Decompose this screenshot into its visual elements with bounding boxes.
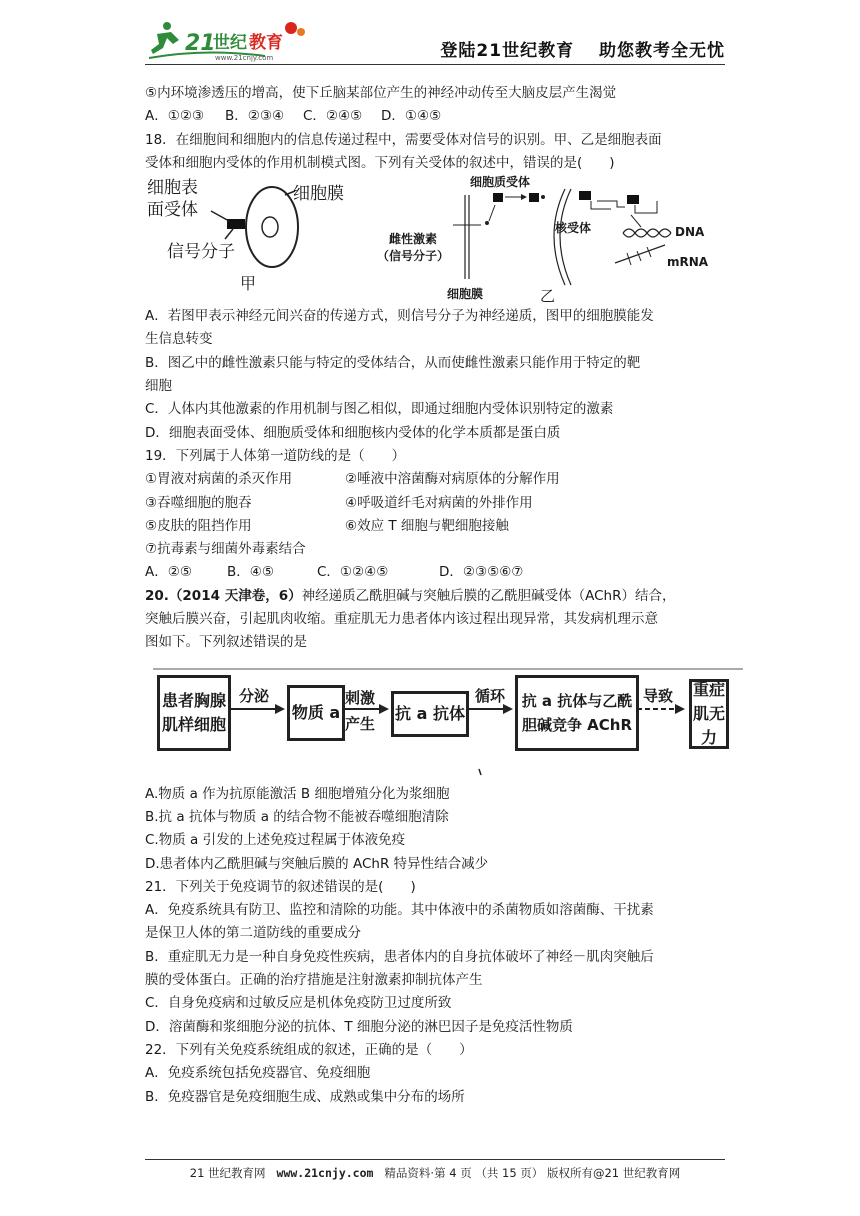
footer-left: 21 世纪教育网 <box>189 1166 266 1180</box>
surface-receptor-label <box>147 177 198 221</box>
figure-yi-caption: 乙 <box>540 287 556 306</box>
nuclear-receptor-label: 核受体 <box>555 221 592 236</box>
q19-item1: ①胃液对病菌的杀灭作用 <box>145 471 293 488</box>
q19-item6: ⑥效应 T 细胞与靶细胞接触 <box>345 517 509 534</box>
q18-option-a-line1: A．若图甲表示神经元间兴奋的传递方式，则信号分子为神经递质，图甲的细胞膜能发 <box>145 308 654 325</box>
q19-option-b: B．④⑤ <box>227 564 274 581</box>
q21-option-a-line2: 是保卫人体的第二道防线的重要成分 <box>145 925 361 942</box>
q21-option-d: D．溶菌酶和浆细胞分泌的抗体、T 细胞分泌的淋巴因子是免疫活性物质 <box>145 1018 573 1035</box>
flow-box-myasthenia <box>689 679 729 749</box>
surface-receptor-label-line2: 面受体 <box>147 200 198 221</box>
svg-text:世纪: 世纪 <box>213 33 247 53</box>
footer-right: 精品资料·第 4 页 （共 15 页） 版权所有@21 世纪教育网 <box>384 1166 681 1180</box>
q19-option-c: C．①②④⑤ <box>317 564 389 581</box>
q20-option-b: B.抗 a 抗体与物质 a 的结合物不能被吞噬细胞清除 <box>145 808 449 825</box>
footer-divider <box>145 1159 725 1160</box>
q18-option-d: D．细胞表面受体、细胞质受体和细胞核内受体的化学本质都是蛋白质 <box>145 424 561 441</box>
q17-options <box>145 105 725 128</box>
q17-option-c: C．②④⑤ <box>303 108 363 125</box>
q18-option-b-line1: B．图乙中的雌性激素只能与特定的受体结合，从而使雌性激素只能作用于特定的靶 <box>145 354 641 371</box>
q20-stem-line3: 图如下。下列叙述错误的是 <box>145 634 307 651</box>
flow-box-anti-a-antibody: 抗 a 抗体 <box>391 691 469 737</box>
q20-flowchart <box>145 655 725 783</box>
q19-item7: ⑦抗毒素与细菌外毒素结合 <box>145 541 306 558</box>
flow-box4-line1: 抗 a 抗体与乙酰 <box>521 691 633 710</box>
q18-option-b-line2: 细胞 <box>145 378 172 395</box>
cytoplasm-receptor-label: 细胞质受体 <box>470 175 531 190</box>
flow-box4-line2: 胆碱竞争 AChR <box>521 715 633 734</box>
membrane-label-jia: 细胞膜 <box>293 184 344 205</box>
q21-option-b-line1: B．重症肌无力是一种自身免疫性疾病，患者体内的自身抗体破坏了神经－肌肉突触后 <box>145 948 654 965</box>
hormone-label-line2: （信号分子） <box>377 249 450 264</box>
q17-option-a: A．①②③ <box>145 108 205 125</box>
flow-arrow-cause: 导致 <box>643 686 674 705</box>
signal-molecule-label: 信号分子 <box>167 242 235 263</box>
flow-box1-line2: 肌样细胞 <box>161 714 226 734</box>
q21-option-a-line1: A．免疫系统具有防卫、监控和清除的功能。其中体液中的杀菌物质如溶菌酶、干扰素 <box>145 902 654 919</box>
hormone-label <box>377 231 449 265</box>
q19-stem: 19．下列属于人体第一道防线的是（ ） <box>145 447 406 464</box>
q20-option-a: A.物质 a 作为抗原能激活 B 细胞增殖分化为浆细胞 <box>145 785 450 802</box>
flow-box-substance-a: 物质 a <box>287 685 345 741</box>
svg-text:教育: 教育 <box>249 33 283 53</box>
svg-text:21: 21 <box>185 31 216 56</box>
surface-receptor-label-line1: 细胞表 <box>147 178 198 199</box>
q19-items-row1 <box>145 468 725 491</box>
q22-option-b: B．免疫器官是免疫细胞生成、成熟或集中分布的场所 <box>145 1088 465 1105</box>
q18-stem-line2: 受体和细胞内受体的作用机制模式图。下列有关受体的叙述中，错误的是( ) <box>145 154 615 171</box>
q17-option-d: D．①④⑤ <box>381 108 442 125</box>
q20-stem-line2: 突触后膜兴奋，引起肌肉收缩。重症肌无力患者体内该过程出现异常，其发病机理示意 <box>145 611 658 628</box>
q21-option-b-line2: 膜的受体蛋白。正确的治疗措施是注射激素抑制抗体产生 <box>145 972 483 989</box>
flow-box-compete <box>515 675 639 751</box>
q19-item4: ④呼吸道纤毛对病菌的外排作用 <box>345 494 533 511</box>
q20-option-c: C.物质 a 引发的上述免疫过程属于体液免疫 <box>145 832 406 849</box>
header-slogan: 登陆21世纪教育 助您教考全无忧 <box>440 41 725 61</box>
page-footer <box>145 1165 725 1181</box>
svg-text:www.21cnjy.com: www.21cnjy.com <box>215 54 274 62</box>
header-divider <box>145 64 725 65</box>
q19-item3: ③吞噬细胞的胞吞 <box>145 494 252 511</box>
page-header <box>145 14 725 64</box>
site-logo <box>145 18 345 62</box>
q18-option-a-line2: 生信息转变 <box>145 331 213 348</box>
q17-item5: ⑤内环境渗透压的增高，使下丘脑某部位产生的神经冲动传至大脑皮层产生渴觉 <box>145 85 617 101</box>
flow-arrow2-line2: 产生 <box>345 714 376 733</box>
flow-box-thymus-cells <box>157 675 231 751</box>
q19-item2: ②唾液中溶菌酶对病原体的分解作用 <box>345 471 560 488</box>
q21-option-c: C．自身免疫病和过敏反应是机体免疫防卫过度所致 <box>145 995 452 1012</box>
hormone-label-line1: 雌性激素 <box>389 232 438 247</box>
q22-stem: 22．下列有关免疫系统组成的叙述，正确的是（ ） <box>145 1041 473 1058</box>
flow-arrow-secrete: 分泌 <box>239 686 270 705</box>
q19-option-d: D．②③⑤⑥⑦ <box>439 564 524 581</box>
q19-option-a: A．②⑤ <box>145 564 192 581</box>
q20-stem-line1 <box>145 585 725 608</box>
q22-option-a: A．免疫系统包括免疫器官、免疫细胞 <box>145 1065 371 1082</box>
dna-label: DNA <box>675 225 705 240</box>
flow-arrow2-line1: 刺激 <box>345 688 376 707</box>
q20-stem-text1: 神经递质乙酰胆碱与突触后膜的乙酰胆碱受体（AChR）结合， <box>301 587 676 604</box>
q19-options <box>145 561 725 584</box>
flow-box5-line1: 重症 <box>692 679 725 699</box>
membrane-label-yi: 细胞膜 <box>447 287 484 302</box>
q19-items-row2 <box>145 492 725 515</box>
q19-item5: ⑤皮肤的阻挡作用 <box>145 517 252 534</box>
footer-site-link[interactable]: www.21cnjy.com <box>276 1166 374 1180</box>
receptor-block <box>227 219 245 229</box>
q20-source: 20.（2014 天津卷，6） <box>145 587 302 604</box>
q18-figure <box>145 175 725 305</box>
q17-option-b: B．②③④ <box>225 108 285 125</box>
q19-items-row3 <box>145 515 725 538</box>
flow-box5-line2: 肌无力 <box>692 703 725 747</box>
q18-stem-line1: 18．在细胞间和细胞内的信息传递过程中，需要受体对信号的识别。甲、乙是细胞表面 <box>145 131 662 148</box>
q20-option-d: D.患者体内乙酰胆碱与突触后膜的 AChR 特异性结合减少 <box>145 855 489 872</box>
page-content <box>145 82 725 1109</box>
q21-stem: 21．下列关于免疫调节的叙述错误的是( ) <box>145 878 416 895</box>
flow-arrow-circulate: 循环 <box>475 686 506 705</box>
figure-jia-caption: 甲 <box>240 274 257 294</box>
flow-box1-line1: 患者胸腺 <box>161 690 226 710</box>
flow-arrow-stimulate <box>345 685 375 737</box>
mrna-label: mRNA <box>667 255 709 270</box>
q18-option-c: C．人体内其他激素的作用机制与图乙相似，即通过细胞内受体识别特定的激素 <box>145 401 614 418</box>
